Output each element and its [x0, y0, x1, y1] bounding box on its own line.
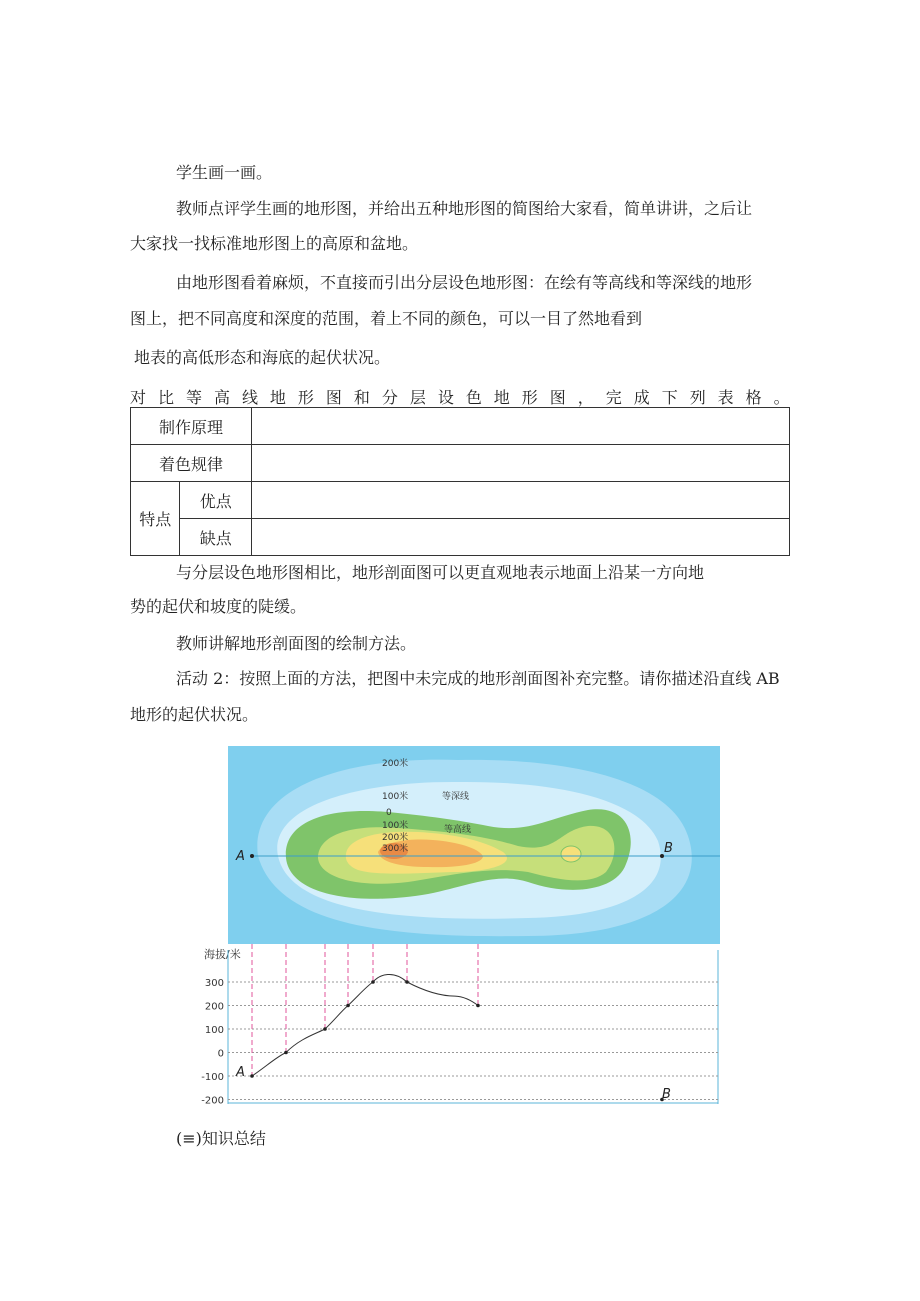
- paragraph-1: 学生画一画。: [176, 163, 273, 182]
- profile-point: [284, 1051, 288, 1055]
- tick-label: 200: [204, 1001, 224, 1013]
- paragraph-2-line-2: 大家找一找标准地形图上的高原和盆地。: [130, 234, 419, 253]
- table-row: [131, 482, 790, 519]
- profile-tick-labels: [201, 978, 224, 1106]
- comparison-table: [130, 407, 790, 556]
- answer-cell-advantages[interactable]: [252, 482, 790, 519]
- paragraph-3-line-3: 地表的高低形态和海底的起伏状况。: [134, 348, 391, 367]
- tick-label: -200: [201, 1095, 224, 1106]
- profile-point: [250, 1074, 254, 1078]
- section-heading-summary: (≡)知识总结: [176, 1129, 266, 1148]
- row-label-features: 特点: [131, 482, 180, 556]
- profile-point-a: A: [236, 1065, 245, 1080]
- profile-point: [405, 980, 409, 984]
- paragraph-5-line-2: 势的起伏和坡度的陡缓。: [130, 597, 307, 616]
- answer-cell-coloring[interactable]: [252, 445, 790, 482]
- paragraph-7-line-1: 活动 2：按照上面的方法，把图中未完成的地形剖面图补充完整。请你描述沿直线 AB: [176, 669, 780, 688]
- answer-cell-principle[interactable]: [252, 408, 790, 445]
- map-point-a: A: [236, 849, 245, 864]
- label-contour-line: 等高线: [444, 825, 472, 835]
- secondary-hill: [561, 846, 581, 862]
- paragraph-3-line-2: 图上，把不同高度和深度的范围，着上不同的颜色，可以一目了然地看到: [130, 309, 643, 328]
- row-label-coloring: 着色规律: [131, 445, 252, 482]
- row-label-principle: 制作原理: [131, 408, 252, 445]
- paragraph-5-line-1: 与分层设色地形图相比，地形剖面图可以更直观地表示地面上沿某一方向地: [176, 563, 705, 582]
- label-100m-height: 100米: [382, 821, 409, 831]
- label-200m-depth: 200米: [382, 759, 409, 769]
- profile-point: [476, 1004, 480, 1008]
- table-row: [131, 519, 790, 556]
- table-instruction: 对 比 等 高 线 地 形 图 和 分 层 设 色 地 形 图 ， 完 成 下 列 表 格 。: [130, 388, 790, 407]
- paragraph-6: 教师讲解地形剖面图的绘制方法。: [176, 634, 417, 653]
- table-row: [131, 445, 790, 482]
- paragraph-2-line-1: 教师点评学生画的地形图，并给出五种地形图的简图给大家看，简单讲讲，之后让: [176, 199, 753, 218]
- profile-point: [346, 1004, 350, 1008]
- answer-cell-disadvantages[interactable]: [252, 519, 790, 556]
- label-200m-height: 200米: [382, 833, 409, 843]
- label-100m-depth: 100米: [382, 792, 409, 802]
- profile-point: [323, 1027, 327, 1031]
- row-label-disadvantages: 缺点: [180, 519, 252, 556]
- layered-topographic-map: [228, 746, 720, 944]
- table-row: [131, 408, 790, 445]
- projection-lines: [252, 944, 478, 1076]
- tick-label: 0: [217, 1048, 224, 1060]
- profile-point: [371, 980, 375, 984]
- paragraph-7-line-2: 地形的起伏状况。: [130, 705, 259, 724]
- label-300m-height: 300米: [382, 844, 409, 854]
- paragraph-3-line-1: 由地形图看着麻烦，不直接而引出分层设色地形图：在绘有等高线和等深线的地形: [176, 273, 753, 292]
- terrain-profile-chart: [200, 944, 722, 1106]
- label-isobath: 等深线: [442, 792, 470, 802]
- tick-label: 300: [204, 978, 224, 989]
- profile-point-b: B: [662, 1087, 671, 1102]
- map-point-b: B: [664, 841, 673, 856]
- tick-label: 100: [204, 1025, 224, 1036]
- profile-points: [250, 980, 664, 1101]
- label-0: 0: [386, 808, 392, 818]
- point-a-marker: [250, 854, 254, 858]
- row-label-advantages: 优点: [180, 482, 252, 519]
- profile-ylabel: 海拔/米: [204, 948, 241, 961]
- tick-label: -100: [201, 1072, 224, 1083]
